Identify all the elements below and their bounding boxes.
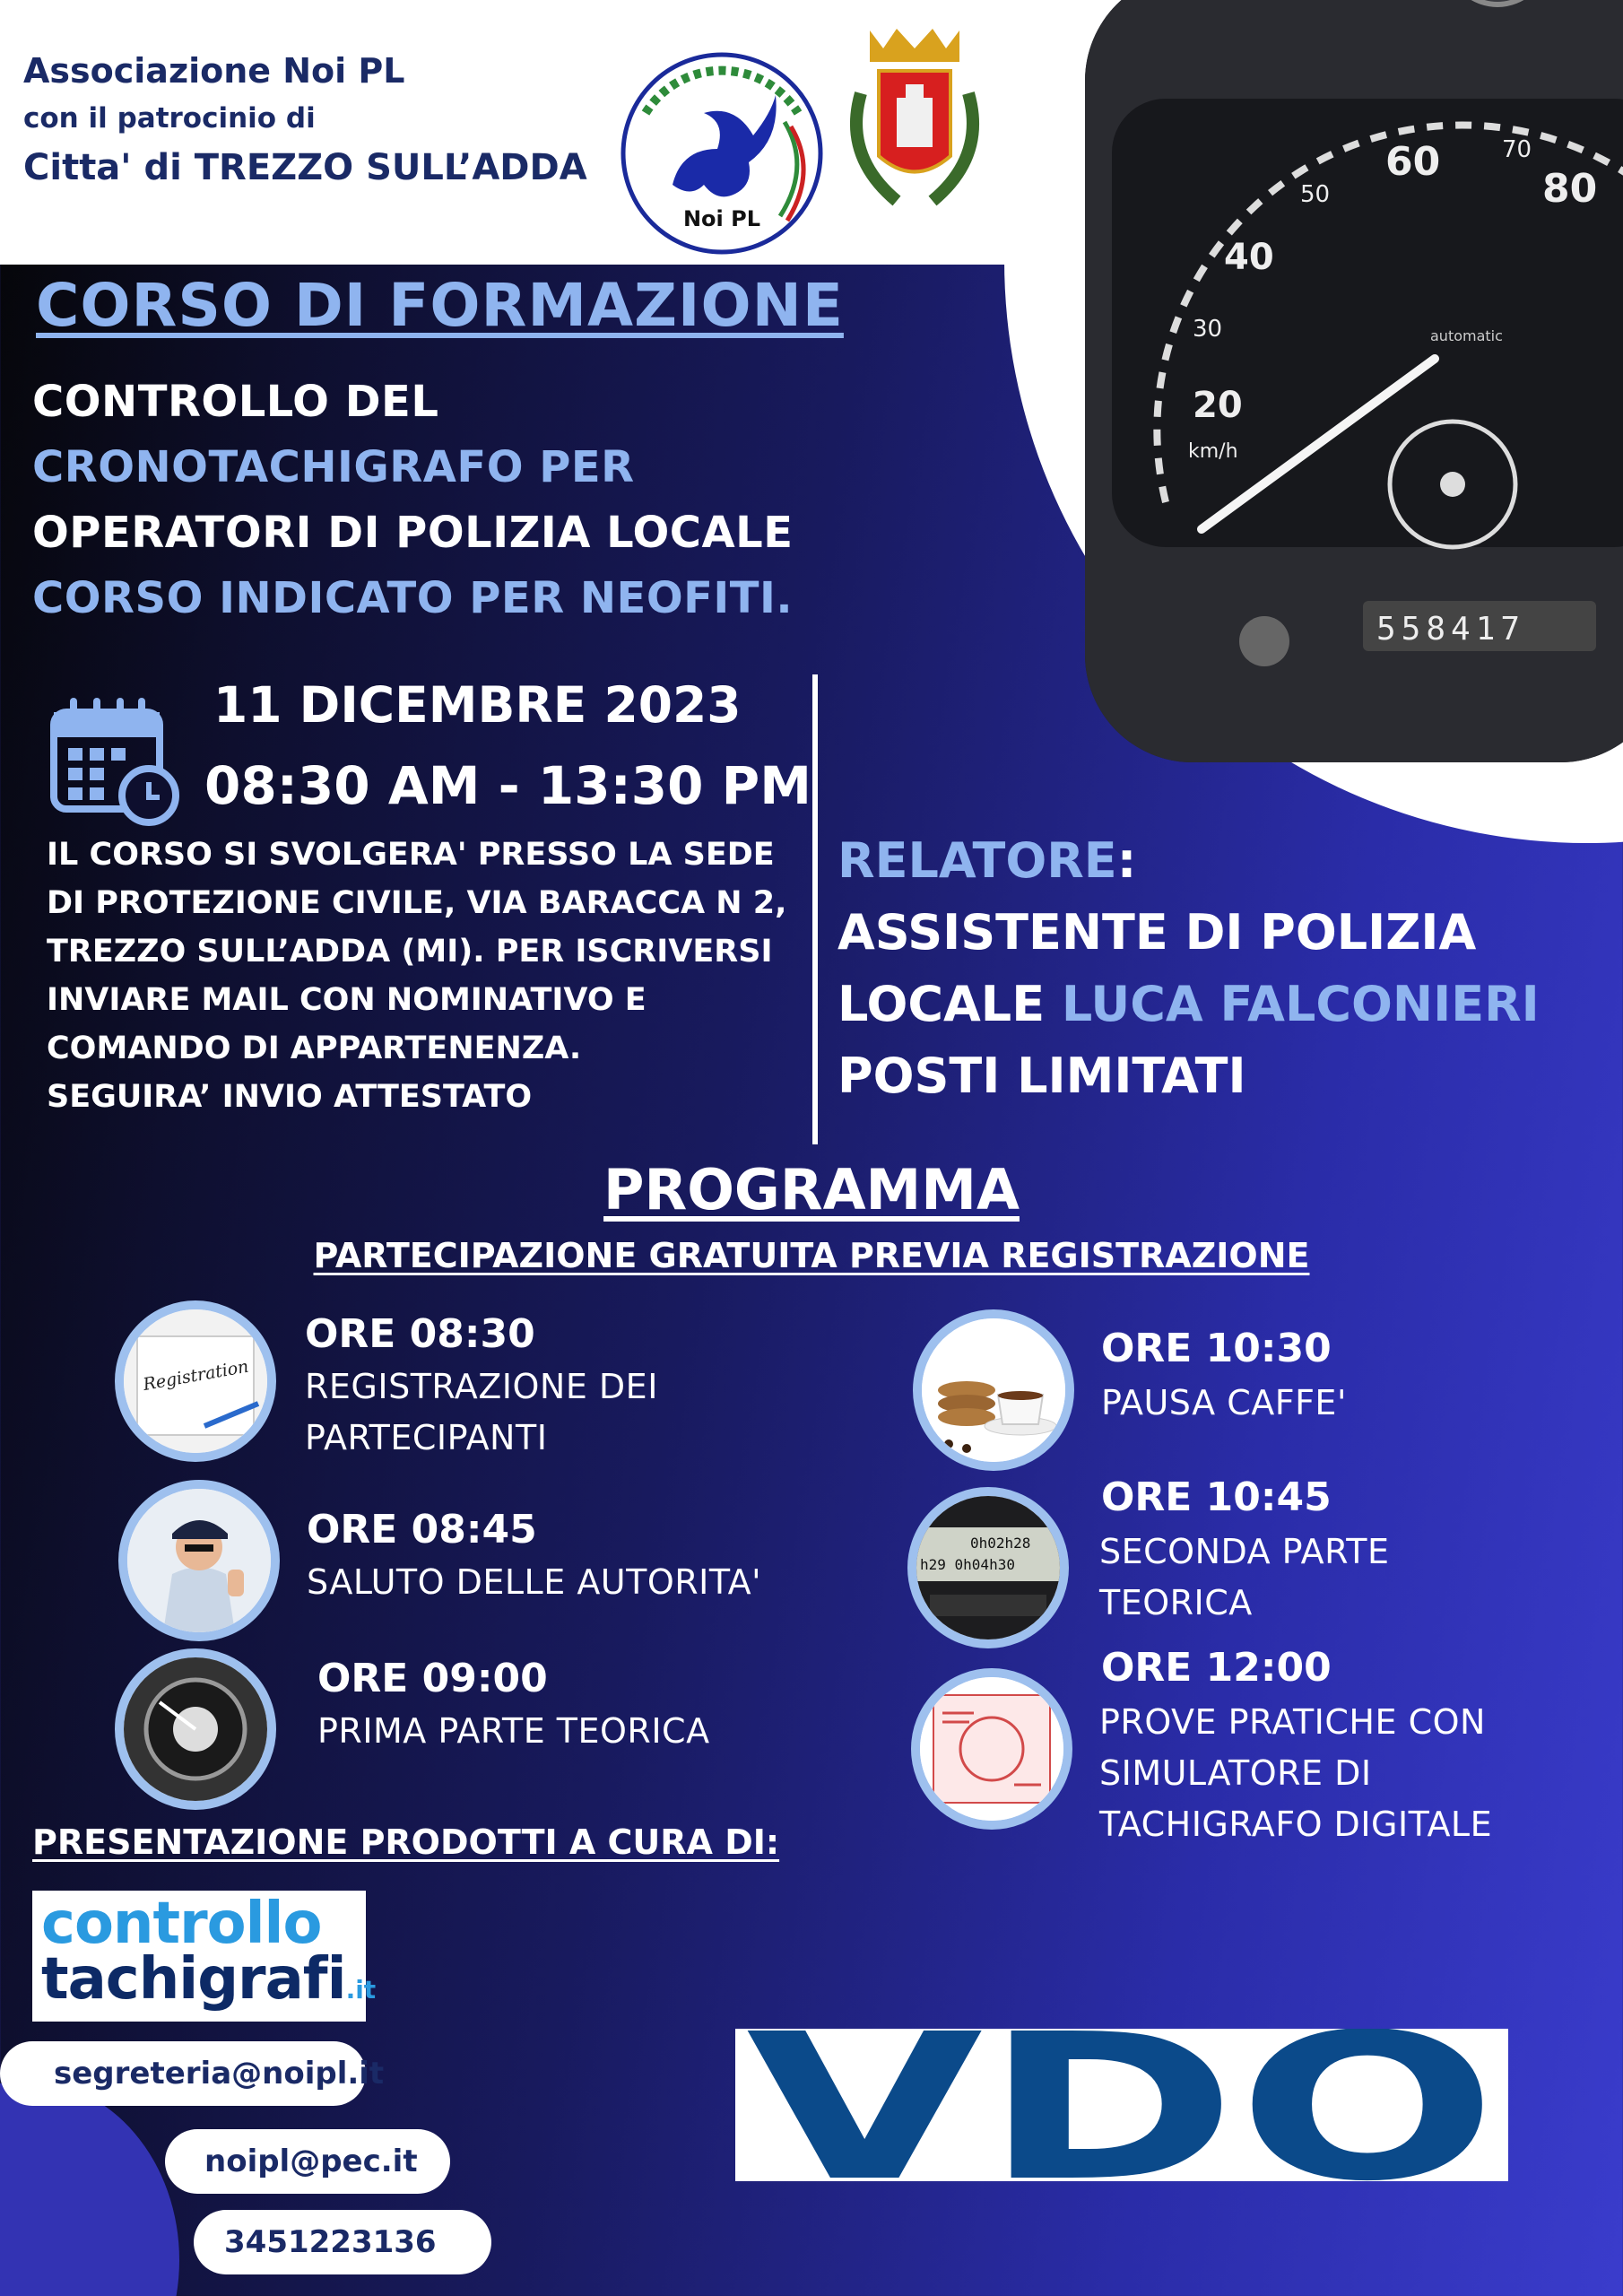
event-details [47, 831, 809, 1121]
sponsors-label: PRESENTAZIONE PRODOTTI A CURA DI: [32, 1822, 780, 1862]
analog-tachograph-drawing [124, 1657, 267, 1801]
registration-notepad-drawing [124, 1309, 267, 1453]
contact-pec[interactable]: noipl@pec.it [204, 2144, 418, 2179]
program-desc-5-line-2: TEORICA [1099, 1583, 1253, 1622]
limited-seats: POSTI LIMITATI [838, 1048, 1246, 1104]
gauge-odometer: 558417 [1376, 611, 1526, 648]
speaker-name: LUCA FALCONIERI [1061, 976, 1540, 1032]
program-desc-1 [305, 1361, 658, 1464]
program-desc-6-line-1: PROVE PRATICHE CON [1099, 1702, 1486, 1742]
email-pill [0, 2041, 385, 2106]
contact-email[interactable]: segreteria@noipl.it [54, 2056, 385, 2092]
noipl-logo-text: Noi PL [682, 206, 761, 231]
city-crest [834, 22, 995, 219]
program-desc-3 [317, 1706, 710, 1757]
vdo-logo-text: VDO [746, 2029, 1497, 2181]
gauge-unit: km/h [1188, 440, 1238, 463]
speaker-line-2 [838, 969, 1540, 1040]
contact-phone[interactable]: 3451223136 [224, 2224, 437, 2260]
speaker-line-2-prefix: LOCALE [838, 976, 1062, 1032]
program-time-6: ORE 12:00 [1101, 1645, 1332, 1691]
officer-drawing [127, 1489, 271, 1632]
program-desc-5 [1099, 1526, 1390, 1629]
program-title: PROGRAMMA [603, 1157, 1020, 1222]
logo-controllo: controllo [41, 1891, 322, 1957]
calendar-clock-icon [48, 692, 183, 827]
tachograph-image [115, 1648, 276, 1810]
decorative-blob [0, 2081, 179, 2296]
coffee-image [913, 1309, 1074, 1471]
authority-image [118, 1480, 280, 1641]
details-line-2: DI PROTEZIONE CIVILE, VIA BARACCA N 2, [47, 885, 787, 921]
program-time-5: ORE 10:45 [1101, 1474, 1332, 1520]
coffee-drawing [922, 1318, 1065, 1462]
speaker-line-1: ASSISTENTE DI POLIZIA [838, 904, 1477, 961]
digital-tachograph-text-2: h29 0h04h30 [920, 1556, 1015, 1573]
logo-tachigrafi: tachigrafi [41, 1946, 346, 2013]
program-desc-5-line-1: SECONDA PARTE [1099, 1532, 1390, 1571]
speaker-block [838, 825, 1540, 1112]
program-desc-6-line-2: SIMULATORE DI [1099, 1753, 1372, 1793]
program-desc-4-line-1: PAUSA CAFFE' [1101, 1383, 1347, 1422]
pec-pill [165, 2129, 450, 2194]
course-title: CORSO DI FORMAZIONE [36, 271, 844, 340]
subtitle-line-1: CONTROLLO DEL [32, 377, 439, 427]
org-name: Associazione Noi PL [23, 51, 405, 91]
course-subtitle [32, 370, 794, 631]
program-desc-6 [1099, 1697, 1492, 1850]
details-line-6: SEGUIRA’ INVIO ATTESTATO [47, 1079, 533, 1115]
subtitle-line-4: CORSO INDICATO PER NEOFITI. [32, 573, 794, 623]
program-desc-2 [307, 1557, 761, 1608]
event-date: 11 DICEMBRE 2023 [213, 676, 742, 734]
header-text-block [23, 43, 587, 197]
details-line-5: COMANDO DI APPARTENENZA. [47, 1031, 582, 1066]
program-desc-4 [1101, 1378, 1347, 1429]
vdo-logo [735, 2029, 1508, 2181]
digital-tachograph-image [907, 1487, 1069, 1648]
registration-image [115, 1300, 276, 1462]
program-desc-2-line-1: SALUTO DELLE AUTORITA' [307, 1562, 762, 1602]
program-desc-1-line-2: PARTECIPANTI [305, 1418, 548, 1457]
speaker-label: RELATORE [838, 832, 1117, 889]
program-subtitle: PARTECIPAZIONE GRATUITA PREVIA REGISTRAZIONE [313, 1236, 1310, 1275]
digital-tachograph-text-1: 0h02h28 [970, 1535, 1031, 1552]
gauge-speed-20: 20 [1193, 385, 1243, 426]
digital-tachograph-drawing [916, 1496, 1060, 1639]
tachograph-chart-disc-drawing [920, 1677, 1063, 1821]
program-time-3: ORE 09:00 [317, 1656, 548, 1701]
details-line-1: IL CORSO SI SVOLGERA' PRESSO LA SEDE [47, 837, 775, 873]
details-line-4: INVIARE MAIL CON NOMINATIVO E [47, 982, 647, 1018]
subtitle-line-3: OPERATORI DI POLIZIA LOCALE [32, 508, 794, 558]
program-time-2: ORE 08:45 [307, 1507, 537, 1552]
tachograph-photo [1085, 0, 1623, 762]
vdo-logo-drawing [735, 2029, 1508, 2181]
gauge-speed-30: 30 [1193, 316, 1223, 343]
noipl-logo [619, 50, 825, 257]
city-name: Citta' di TREZZO SULL’ADDA [23, 147, 587, 188]
event-time: 08:30 AM - 13:30 PM [204, 755, 812, 816]
logo-dot-it: .it [345, 1975, 377, 2005]
simulator-image [911, 1668, 1072, 1830]
subtitle-line-2: CRONOTACHIGRAFO PER [32, 442, 635, 492]
details-line-3: TREZZO SULL’ADDA (MI). PER ISCRIVERSI [47, 934, 773, 970]
tachograph-gauge-drawing [1085, 0, 1623, 762]
vertical-divider [812, 674, 818, 1144]
gauge-speed-60: 60 [1385, 139, 1441, 185]
program-time-1: ORE 08:30 [305, 1311, 535, 1357]
program-desc-6-line-3: TACHIGRAFO DIGITALE [1099, 1805, 1493, 1844]
gauge-speed-40: 40 [1224, 237, 1274, 278]
program-time-4: ORE 10:30 [1101, 1326, 1332, 1371]
patronage-text: con il patrocinio di [23, 102, 316, 135]
controllotachigrafi-logo [32, 1891, 377, 2022]
program-desc-3-line-1: PRIMA PARTE TEORICA [317, 1711, 710, 1751]
phone-pill [194, 2210, 491, 2274]
program-desc-1-line-1: REGISTRAZIONE DEI [305, 1367, 658, 1406]
registration-image-text: Registration [141, 1356, 250, 1395]
gauge-speed-50: 50 [1300, 181, 1331, 208]
gauge-speed-70: 70 [1502, 136, 1532, 163]
speaker-label-colon: : [1116, 832, 1137, 889]
gauge-brand: automatic [1430, 327, 1503, 344]
speaker-label-line [838, 825, 1540, 897]
gauge-speed-80: 80 [1542, 166, 1598, 212]
